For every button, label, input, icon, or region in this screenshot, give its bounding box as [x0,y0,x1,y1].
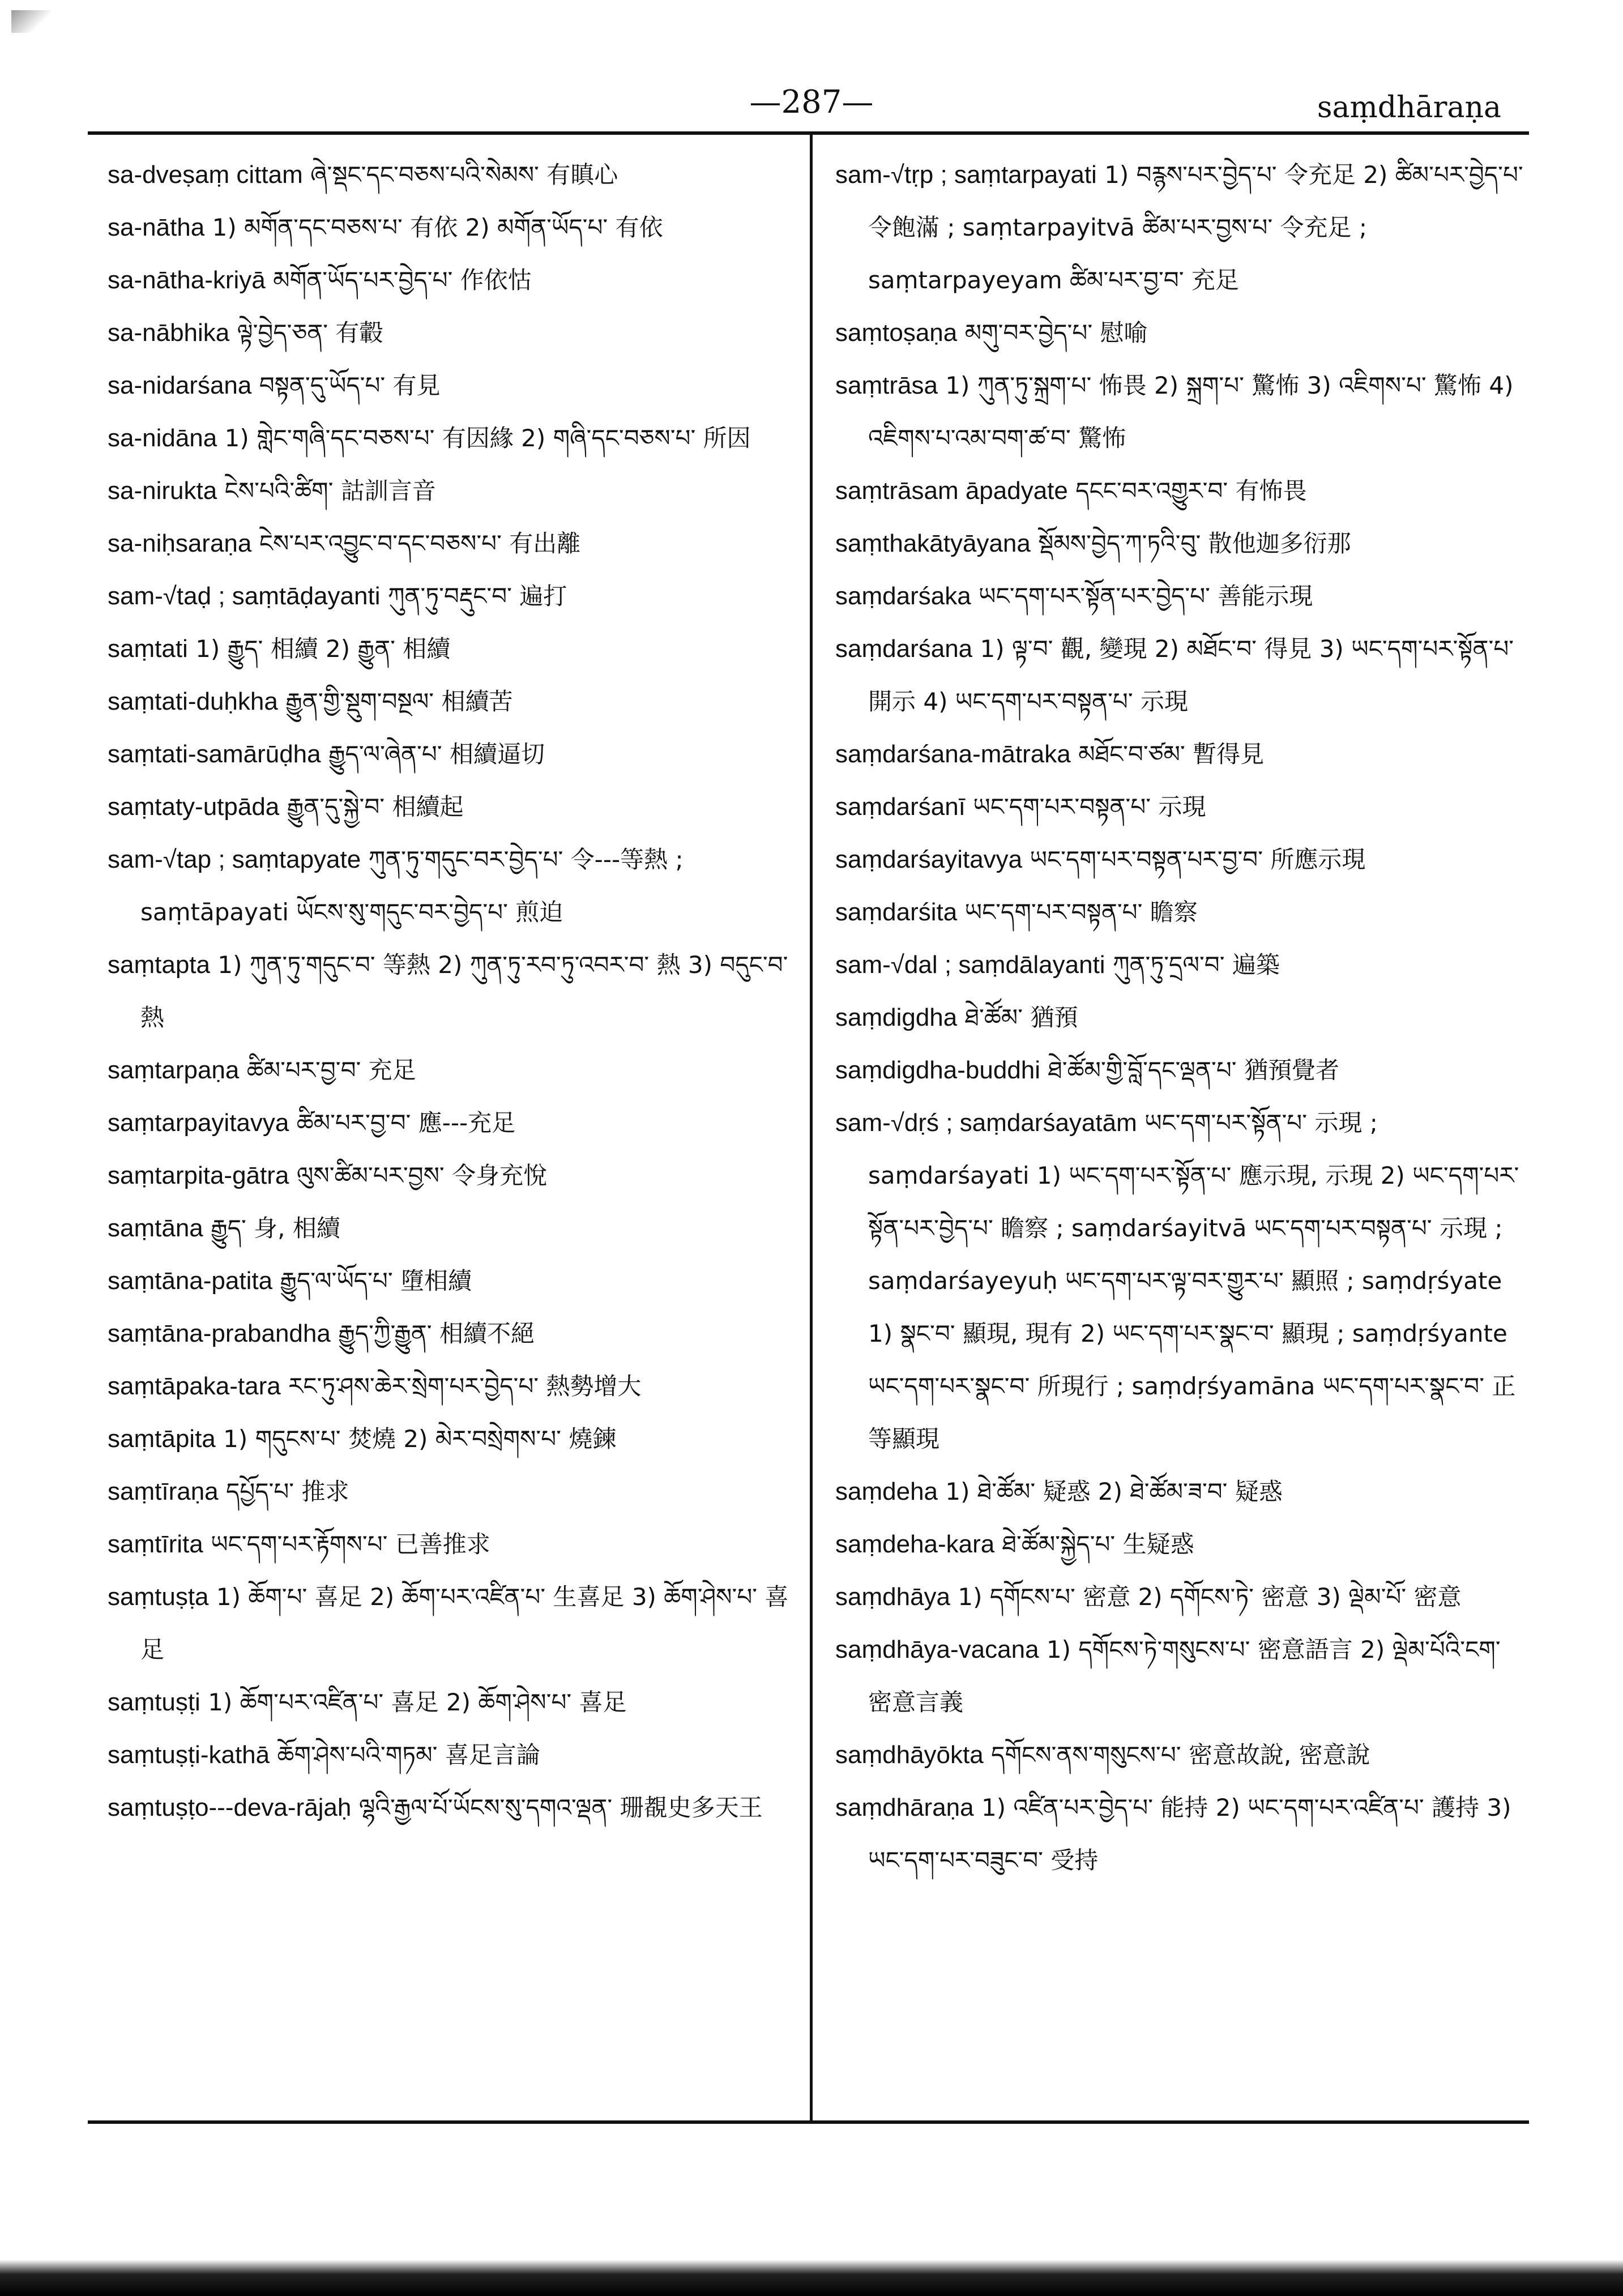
entry-headword: saṃtuṣṭi-kathā [108,1741,270,1769]
entry-definition: 1) ཀུན་ཏུ་སྐྲག་པ་ 怖畏 2) སྐྲག་པ་ 驚怖 3) འཇིགས་པ་ 驚怖 4) འཇིགས་པ་འམ་བག་ཚ་བ་ 驚怖 [868,372,1514,452]
entry-headword: saṃtuṣṭi [108,1688,200,1716]
entry-headword: saṃdarśaka [835,582,971,610]
entry-definition: ཡང་དག་པར་བསྟན་པ་ 瞻察 [964,898,1198,926]
entry-definition: ཡང་དག་པར་སྟོན་པ་ 示現 ; saṃdarśayati 1) ཡང་དག་པར་སྟོན་པ་ 應示現, 示現 2) ཡང་དག་པར་སྟོན་པར་བྱེད་པ་ 瞻察 ; saṃdarśayitvā ཡང་དག་པར་བསྟན་པ་ 示現 ; saṃdarśayeyuḥ ཡང་དག་པར་ལྟ་བར་གྱུར་པ་ 顯照 ; saṃdṛśyate 1) སྣང་བ་ 顯現, 現有 2) ཡང་དག་པར་སྣང་བ་ 顯現 ; saṃdṛśyante ཡང་དག་པར་སྣང་བ་ 所現行 ; saṃdṛśyamāna ཡང་དག་པར་སྣང་བ་ 正等顯現 [868,1109,1519,1453]
dictionary-entry [108,1307,793,1360]
entry-headword: saṃtoṣaṇa [835,319,958,347]
dictionary-entry [108,728,793,780]
entry-definition: རྒྱུན་གྱི་སྡུག་བསྔལ་ 相續苦 [285,688,513,715]
entry-definition: ཐེ་ཚོམ་གྱི་བློ་དང་ལྡན་པ་ 猶預覺者 [1048,1056,1339,1084]
entry-definition: རྒྱུད་ 身, 相續 [211,1214,340,1242]
dictionary-entry [835,991,1523,1044]
dictionary-entry [108,1149,793,1202]
entry-definition: དངང་བར་འགྱུར་བ་ 有怖畏 [1075,477,1307,505]
entry-headword: saṃtāna [108,1214,203,1242]
entry-definition: 1) བརྙས་པར་བྱེད་པ་ 令充足 2) ཚིམ་པར་བྱེད་པ་ 令飽滿 ; saṃtarpayitvā ཚིམ་པར་བྱས་པ་ 令充足 ; saṃtarpayeyam ཚིམ་པར་བྱ་བ་ 充足 [868,161,1523,294]
scan-corner-mark [11,10,51,33]
entry-headword: saṃtāna-patita [108,1267,273,1295]
entry-headword: saṃdigdha [835,1004,958,1031]
entry-headword: saṃdarśita [835,898,958,926]
entry-definition: མགོན་ཡོད་པར་བྱེད་པ་ 作依怙 [273,266,532,294]
entry-definition: རྒྱུན་དུ་སྐྱེ་བ་ 相續起 [287,793,464,821]
entry-definition: རྒྱུད་ཀྱི་རྒྱུན་ 相續不絕 [338,1320,535,1347]
dictionary-entry [835,1096,1523,1465]
dictionary-entry [108,201,793,254]
right-column [835,148,1523,2108]
dictionary-entry [835,1044,1523,1096]
entry-definition: རྒྱུད་ལ་ཡོད་པ་ 墮相續 [280,1267,472,1295]
entry-headword: sa-nirukta [108,477,217,505]
dictionary-entry [835,833,1523,886]
entry-headword: sa-nābhika [108,319,230,347]
entry-definition: ཚིམ་པར་བྱ་བ་ 充足 [246,1056,416,1084]
bottom-rule [88,2120,1529,2124]
dictionary-entry [835,517,1523,570]
entry-definition: རང་ཏུ་ཤས་ཆེར་སྲེག་པར་བྱེད་པ་ 熱勢增大 [288,1372,642,1400]
entry-definition: སྡོམས་བྱེད་ཀ་ཏའི་བུ་ 散他迦多衍那 [1038,530,1351,557]
entry-headword: sam-√tap ; saṃtapyate [108,846,361,873]
entry-definition: ཡང་དག་པར་རྟོགས་པ་ 已善推求 [211,1530,490,1558]
entry-headword: saṃdarśana [835,635,973,663]
dictionary-entry [108,570,793,622]
entry-headword: sa-nidāna [108,424,217,452]
dictionary-entry [108,148,793,201]
entry-definition: ངེས་པའི་ཚིག་ 詁訓言音 [224,477,436,505]
dictionary-entry [108,517,793,570]
entry-headword: saṃdarśanī [835,793,966,821]
entry-headword: saṃtarpayitavya [108,1109,289,1137]
page-number: —287— [749,84,874,121]
entry-headword: saṃdigdha-buddhi [835,1056,1041,1084]
entry-headword: sa-niḥsaraṇa [108,530,252,557]
entry-definition: ཐེ་ཚོམ་ 猶預 [964,1004,1078,1031]
entry-headword: saṃdhāya-vacana [835,1636,1039,1663]
entry-definition: ཆོག་ཤེས་པའི་གཏམ་ 喜足言論 [277,1741,540,1769]
dictionary-entry [108,780,793,833]
entry-headword: sa-nātha [108,214,205,241]
entry-definition: 1) ཐེ་ཚོམ་ 疑惑 2) ཐེ་ཚོམ་ཟ་བ་ 疑惑 [945,1478,1283,1505]
entry-definition: ལྟེ་བྱེད་ཅན་ 有轂 [237,319,383,347]
entry-headword: saṃdeha [835,1478,938,1505]
dictionary-entry [108,306,793,359]
entry-headword: saṃtapta [108,951,210,979]
dictionary-entry [835,1571,1523,1623]
dictionary-entry [835,886,1523,938]
dictionary-entry [835,306,1523,359]
entry-headword: saṃtāpita [108,1425,216,1453]
entry-definition: 1) རྒྱུད་ 相續 2) རྒྱུན་ 相續 [195,635,451,663]
entry-definition: ངེས་པར་འབྱུང་བ་དང་བཅས་པ་ 有出離 [259,530,581,557]
dictionary-entry [108,1729,793,1781]
entry-definition: 1) ལྟ་བ་ 觀, 變現 2) མཐོང་བ་ 得見 3) ཡང་དག་པར་སྟོན་པ་ 開示 4) ཡང་དག་པར་བསྟན་པ་ 示現 [868,635,1514,715]
dictionary-entry [108,938,793,1044]
entry-headword: saṃtīrita [108,1530,203,1558]
left-column [108,148,793,2108]
dictionary-entry [108,254,793,306]
entry-definition: ལུས་ཚིམ་པར་བྱས་ 令身充悅 [296,1162,548,1189]
entry-headword: saṃtarpaṇa [108,1056,240,1084]
dictionary-entry [835,1781,1523,1887]
dictionary-entry [835,148,1523,306]
dictionary-entry [108,464,793,517]
entry-definition: ཚིམ་པར་བྱ་བ་ 應---充足 [296,1109,516,1137]
dictionary-entry [108,359,793,412]
entry-headword: sa-nātha-kriyā [108,266,266,294]
entry-headword: sam-√tṛp ; saṃtarpayati [835,161,1097,189]
entry-headword: saṃtati-duḥkha [108,688,278,715]
dictionary-entry [835,359,1523,464]
entry-headword: saṃtati [108,635,188,663]
dictionary-entry [108,1781,793,1834]
entry-headword: saṃtuṣṭa [108,1583,209,1611]
running-head: saṃdhāraṇa [1317,91,1501,125]
dictionary-entry [835,938,1523,991]
entry-headword: saṃdarśana-mātraka [835,740,1071,768]
entry-definition: 1) འཛིན་པར་བྱེད་པ་ 能持 2) ཡང་དག་པར་འཛིན་པ་ 護持 3) ཡང་དག་པར་བཟུང་བ་ 受持 [868,1794,1511,1874]
entry-definition: 1) དགོངས་པ་ 密意 2) དགོངས་ཏེ་ 密意 3) ལྡེམ་པོ་ 密意 [958,1583,1462,1611]
entry-headword: sam-√dṛś ; saṃdarśayatām [835,1109,1137,1137]
dictionary-entry [835,622,1523,728]
entry-headword: saṃdeha-kara [835,1530,995,1558]
dictionary-entry [108,622,793,675]
entry-headword: saṃtarpita-gātra [108,1162,289,1189]
entry-definition: 1) ཆོག་པར་འཛིན་པ་ 喜足 2) ཆོག་ཤེས་པ་ 喜足 [208,1688,627,1716]
entry-headword: saṃdhāraṇa [835,1794,974,1821]
dictionary-entry [108,1360,793,1412]
entry-definition: མགུ་བར་བྱེད་པ་ 慰喻 [964,319,1148,347]
entry-definition: 1) དགོངས་ཏེ་གསུངས་པ་ 密意語言 2) ལྡེམ་པོའི་ངག་ 密意言義 [868,1636,1501,1716]
entry-definition: རྒྱུད་ལ་ཞེན་པ་ 相續逼切 [328,740,545,768]
dictionary-entry [835,570,1523,622]
entry-headword: saṃdhāya [835,1583,951,1611]
entry-definition: ཡང་དག་པར་བསྟན་པ་ 示現 [973,793,1206,821]
dictionary-entry [835,1518,1523,1571]
entry-definition: 1) ཀུན་ཏུ་གདུང་བ་ 等熱 2) ཀུན་ཏུ་རབ་ཏུ་འབར་བ་ 熱 3) བདུང་བ་ 熱 [140,951,788,1031]
entry-headword: sa-nidarśana [108,372,252,399]
dictionary-entry [108,1202,793,1254]
entry-headword: saṃtuṣṭo---deva-rājaḥ [108,1794,352,1821]
scan-bottom-edge [0,2260,1623,2296]
dictionary-entry [835,1729,1523,1781]
dictionary-entry [108,1044,793,1096]
entry-headword: saṃtīraṇa [108,1478,219,1505]
column-divider [810,134,813,2122]
entry-definition: བསྟན་དུ་ཡོད་པ་ 有見 [259,372,441,399]
entry-definition: 1) ཆོག་པ་ 喜足 2) ཆོག་པར་འཛིན་པ་ 生喜足 3) ཆོག་ཤེས་པ་ 喜足 [140,1583,789,1663]
entry-definition: ཐེ་ཚོམ་སྐྱེད་པ་ 生疑惑 [1002,1530,1194,1558]
entry-definition: ཀུན་ཏུ་བརྡུང་བ་ 遍打 [387,582,567,610]
entry-definition: ཀུན་ཏུ་དྲལ་བ་ 遍築 [1112,951,1280,979]
entry-definition: ཡང་དག་པར་སྟོན་པར་བྱེད་པ་ 善能示現 [979,582,1313,610]
entry-headword: sa-dveṣaṃ cittam [108,161,303,189]
entry-headword: saṃdhāyōkta [835,1741,984,1769]
entry-headword: saṃtaty-utpāda [108,793,280,821]
dictionary-entry [108,1254,793,1307]
entry-headword: sam-√dal ; saṃdālayanti [835,951,1105,979]
dictionary-entry [108,1465,793,1518]
entry-definition: 1) མགོན་དང་བཅས་པ་ 有依 2) མགོན་ཡོད་པ་ 有依 [212,214,663,241]
dictionary-entry [108,412,793,464]
top-rule [88,131,1529,135]
dictionary-entry [835,1465,1523,1518]
entry-headword: sam-√taḍ ; saṃtāḍayanti [108,582,381,610]
entry-headword: saṃtrāsa [835,372,938,399]
entry-definition: ཡང་དག་པར་བསྟན་པར་བྱ་བ་ 所應示現 [1030,846,1366,873]
entry-headword: saṃtati-samārūḍha [108,740,321,768]
dictionary-entry [108,1518,793,1571]
entry-headword: saṃthakātyāyana [835,530,1031,557]
dictionary-entry [835,728,1523,780]
dictionary-entry [108,1571,793,1676]
dictionary-entry [835,1623,1523,1729]
entry-headword: saṃtāna-prabandha [108,1320,331,1347]
entry-headword: saṃtāpaka-tara [108,1372,281,1400]
entry-definition: 1) གླེང་གཞི་དང་བཅས་པ་ 有因緣 2) གཞི་དང་བཅས་པ་ 所因 [224,424,751,452]
dictionary-entry [108,1676,793,1729]
dictionary-entry [835,464,1523,517]
entry-definition: ཀུན་ཏུ་གདུང་བར་བྱེད་པ་ 令---等熱 ; saṃtāpayati ཡོངས་སུ་གདུང་བར་བྱེད་པ་ 煎迫 [140,846,684,926]
entry-definition: ཞེ་སྡང་དང་བཅས་པའི་སེམས་ 有瞋心 [310,161,618,189]
entry-headword: saṃdarśayitavya [835,846,1023,873]
entry-definition: 1) གདུངས་པ་ 焚燒 2) མེར་བསྲེགས་པ་ 燒鍊 [223,1425,617,1453]
dictionary-entry [108,675,793,728]
entry-definition: ལྷའི་རྒྱལ་པོ་ཡོངས་སུ་དགའ་ལྡན་ 珊覩史多天王 [358,1794,763,1821]
dictionary-entry [108,833,793,938]
dictionary-entry [108,1412,793,1465]
entry-definition: མཐོང་བ་ཙམ་ 暫得見 [1078,740,1265,768]
entry-headword: saṃtrāsam āpadyate [835,477,1068,505]
dictionary-entry [835,780,1523,833]
entry-definition: དགོངས་ནས་གསུངས་པ་ 密意故說, 密意說 [991,1741,1370,1769]
dictionary-entry [108,1096,793,1149]
entry-definition: དཔྱོད་པ་ 推求 [226,1478,349,1505]
